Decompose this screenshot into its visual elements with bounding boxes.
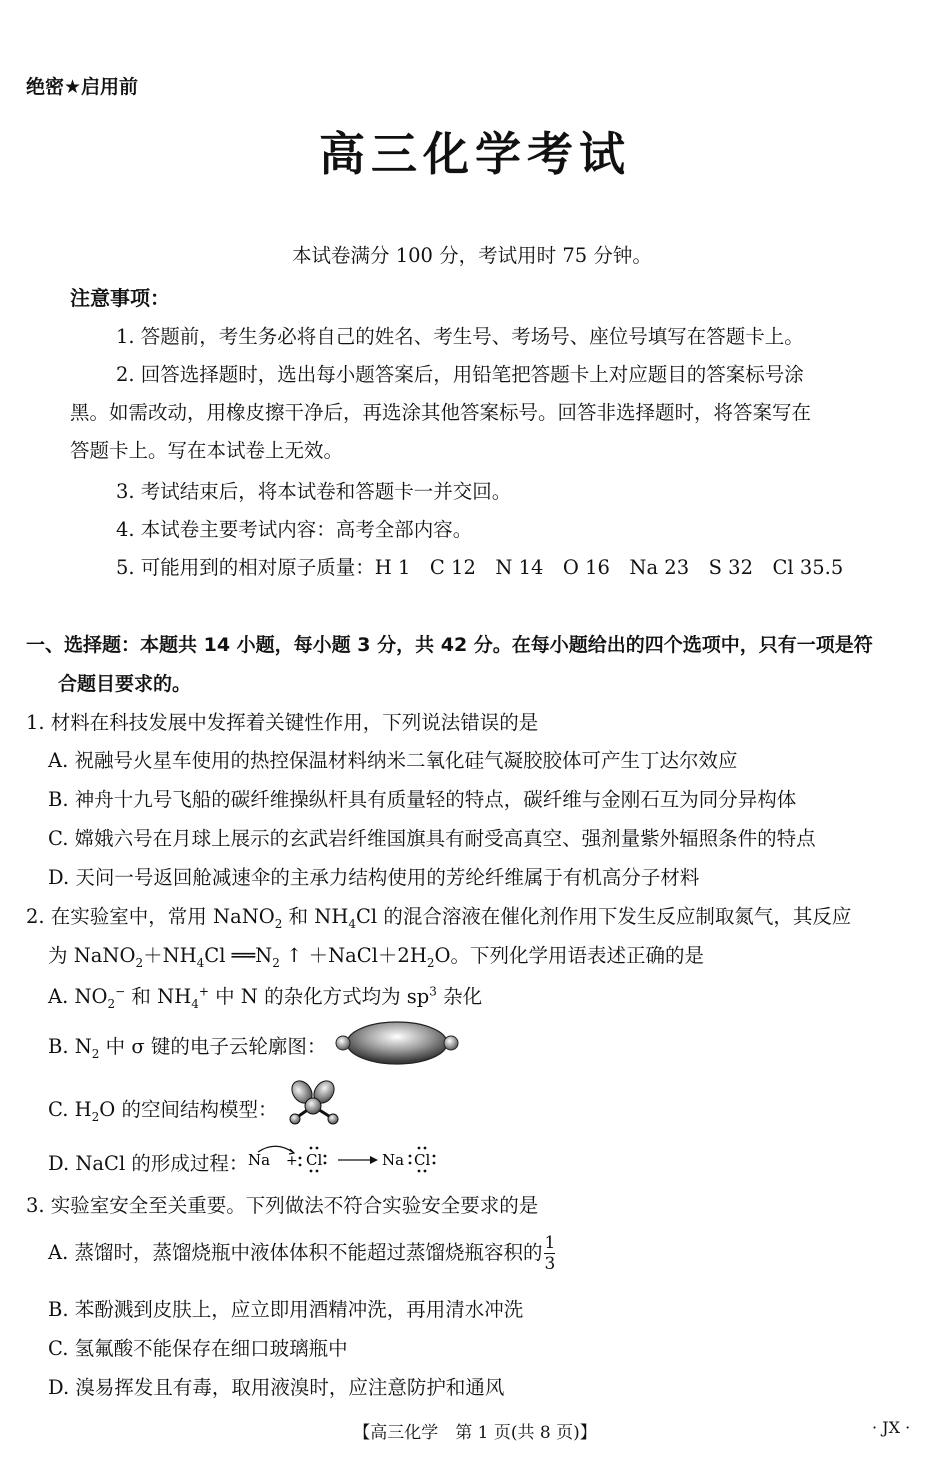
q2-stem-text: 2. 在实验室中，常用 NaNO — [26, 905, 275, 928]
q1-option-b: B. 神舟十九号飞船的碳纤维操纵杆具有质量轻的特点，碳纤维与金刚石互为同分异构体 — [48, 788, 797, 811]
q1-option-d: D. 天问一号返回舱减速伞的主承力结构使用的芳纶纤维属于有机高分子材料 — [48, 866, 700, 889]
q2-option-text: A. NO — [48, 985, 108, 1008]
q2-stem-text: Cl 的混合溶液在催化剂作用下发生反应制取氮气，其反应 — [356, 905, 852, 928]
sigma-bond-orbital-diagram — [334, 1020, 462, 1066]
note-3: 3. 考试结束后，将本试卷和答题卡一并交回。 — [116, 480, 512, 503]
note-2-line1: 2. 回答选择题时，选出每小题答案后，用铅笔把答题卡上对应题目的答案标号涂 — [116, 363, 804, 386]
sodium-ion-symbol: Na — [382, 1151, 405, 1169]
water-vsepr-model — [286, 1078, 344, 1128]
subscript: 4 — [348, 916, 356, 931]
fraction-denominator: 3 — [544, 1254, 556, 1274]
region-code: · JX · — [872, 1418, 911, 1437]
q3-option-a — [48, 1233, 555, 1274]
notes-heading: 注意事项： — [70, 286, 170, 310]
confidential-mark: 绝密★启用前 — [26, 76, 139, 98]
note-5: 5. 可能用到的相对原子质量：H 1 C 12 N 14 O 16 Na 23 S 32 Cl 35.5 — [116, 556, 844, 579]
note-1: 1. 答题前，考生务必将自己的姓名、考生号、考场号、座位号填写在答题卡上。 — [116, 325, 804, 348]
q2-stem-text: Cl ══N — [204, 944, 273, 967]
q2-stem-text: 和 NH — [282, 905, 349, 928]
q2-option-text: O 的空间结构模型： — [99, 1098, 278, 1121]
q2-option-d: D. NaCl 的形成过程： — [48, 1152, 249, 1175]
subscript: 2 — [274, 916, 283, 931]
subscript: 2 — [426, 955, 435, 970]
nacl-formation-diagram — [246, 1138, 446, 1174]
chloride-ion-symbol: Cl — [414, 1151, 431, 1169]
fraction-numerator: 1 — [544, 1233, 556, 1253]
chlorine-symbol: Cl — [306, 1151, 323, 1169]
superscript: + — [198, 984, 209, 999]
plus-sign: + — [286, 1153, 298, 1169]
q3-option-b: B. 苯酚溅到皮肤上，应立即用酒精冲洗，再用清水冲洗 — [48, 1298, 524, 1321]
q3-stem: 3. 实验室安全至关重要。下列做法不符合实验安全要求的是 — [26, 1194, 539, 1217]
section-heading-line1: 一、选择题：本题共 14 小题，每小题 3 分，共 42 分。在每小题给出的四个选项中，只有一项是符 — [26, 634, 873, 656]
subscript: 2 — [91, 1109, 100, 1124]
note-2-line2: 黑。如需改动，用橡皮擦干净后，再选涂其他答案标号。回答非选择题时，将答案写在 — [70, 401, 812, 424]
q3-option-d: D. 溴易挥发且有毒，取用液溴时，应注意防护和通风 — [48, 1376, 505, 1399]
sodium-symbol: Na — [248, 1151, 271, 1169]
q2-option-a — [48, 981, 482, 1011]
superscript: − — [115, 984, 126, 999]
q2-stem-text: ↑ ＋NaCl＋2H — [279, 944, 427, 967]
subscript: 2 — [91, 1046, 100, 1061]
q2-option-c — [48, 1094, 277, 1124]
q1-option-c: C. 嫦娥六号在月球上展示的玄武岩纤维国旗具有耐受高真空、强剂量紫外辐照条件的特点 — [48, 827, 816, 850]
q2-stem-text: O。下列化学用语表述正确的是 — [434, 944, 704, 967]
exam-info: 本试卷满分 100 分，考试用时 75 分钟。 — [292, 244, 652, 267]
q2-option-text: C. H — [48, 1098, 92, 1121]
q2-stem-line2 — [48, 940, 704, 970]
q2-option-text: 中 N 的杂化方式均为 sp — [208, 985, 430, 1008]
q2-stem-text: 为 NaNO — [48, 944, 136, 967]
q3-option-c: C. 氢氟酸不能保存在细口玻璃瓶中 — [48, 1337, 348, 1360]
q2-option-text: 杂化 — [436, 985, 483, 1008]
q2-option-text: 中 σ 键的电子云轮廓图： — [99, 1035, 327, 1058]
subscript: 2 — [107, 996, 116, 1011]
q2-stem-text: ＋NH — [143, 944, 197, 967]
q3-option-text: A. 蒸馏时，蒸馏烧瓶中液体体积不能超过蒸馏烧瓶容积的 — [48, 1241, 543, 1264]
page-footer: 【高三化学 第 1 页(共 8 页)】 — [353, 1423, 597, 1443]
superscript: 3 — [429, 984, 437, 999]
q2-option-b — [48, 1031, 326, 1061]
note-4: 4. 本试卷主要考试内容：高考全部内容。 — [116, 518, 473, 541]
subscript: 2 — [272, 955, 280, 970]
q2-stem-line1 — [26, 901, 851, 931]
q1-option-a: A. 祝融号火星车使用的热控保温材料纳米二氧化硅气凝胶胶体可产生丁达尔效应 — [48, 749, 738, 772]
subscript: 4 — [191, 996, 199, 1011]
fraction-one-third — [544, 1233, 555, 1274]
q2-option-text: 和 NH — [125, 985, 192, 1008]
q1-stem: 1. 材料在科技发展中发挥着关键性作用，下列说法错误的是 — [26, 711, 539, 734]
note-2-line3: 答题卡上。写在本试卷上无效。 — [70, 439, 344, 462]
subscript: 4 — [196, 955, 205, 970]
q2-option-text: B. N — [48, 1035, 92, 1058]
page-title: 高三化学考试 — [319, 127, 631, 181]
subscript: 2 — [135, 955, 144, 970]
section-heading-line2: 合题目要求的。 — [58, 673, 192, 695]
